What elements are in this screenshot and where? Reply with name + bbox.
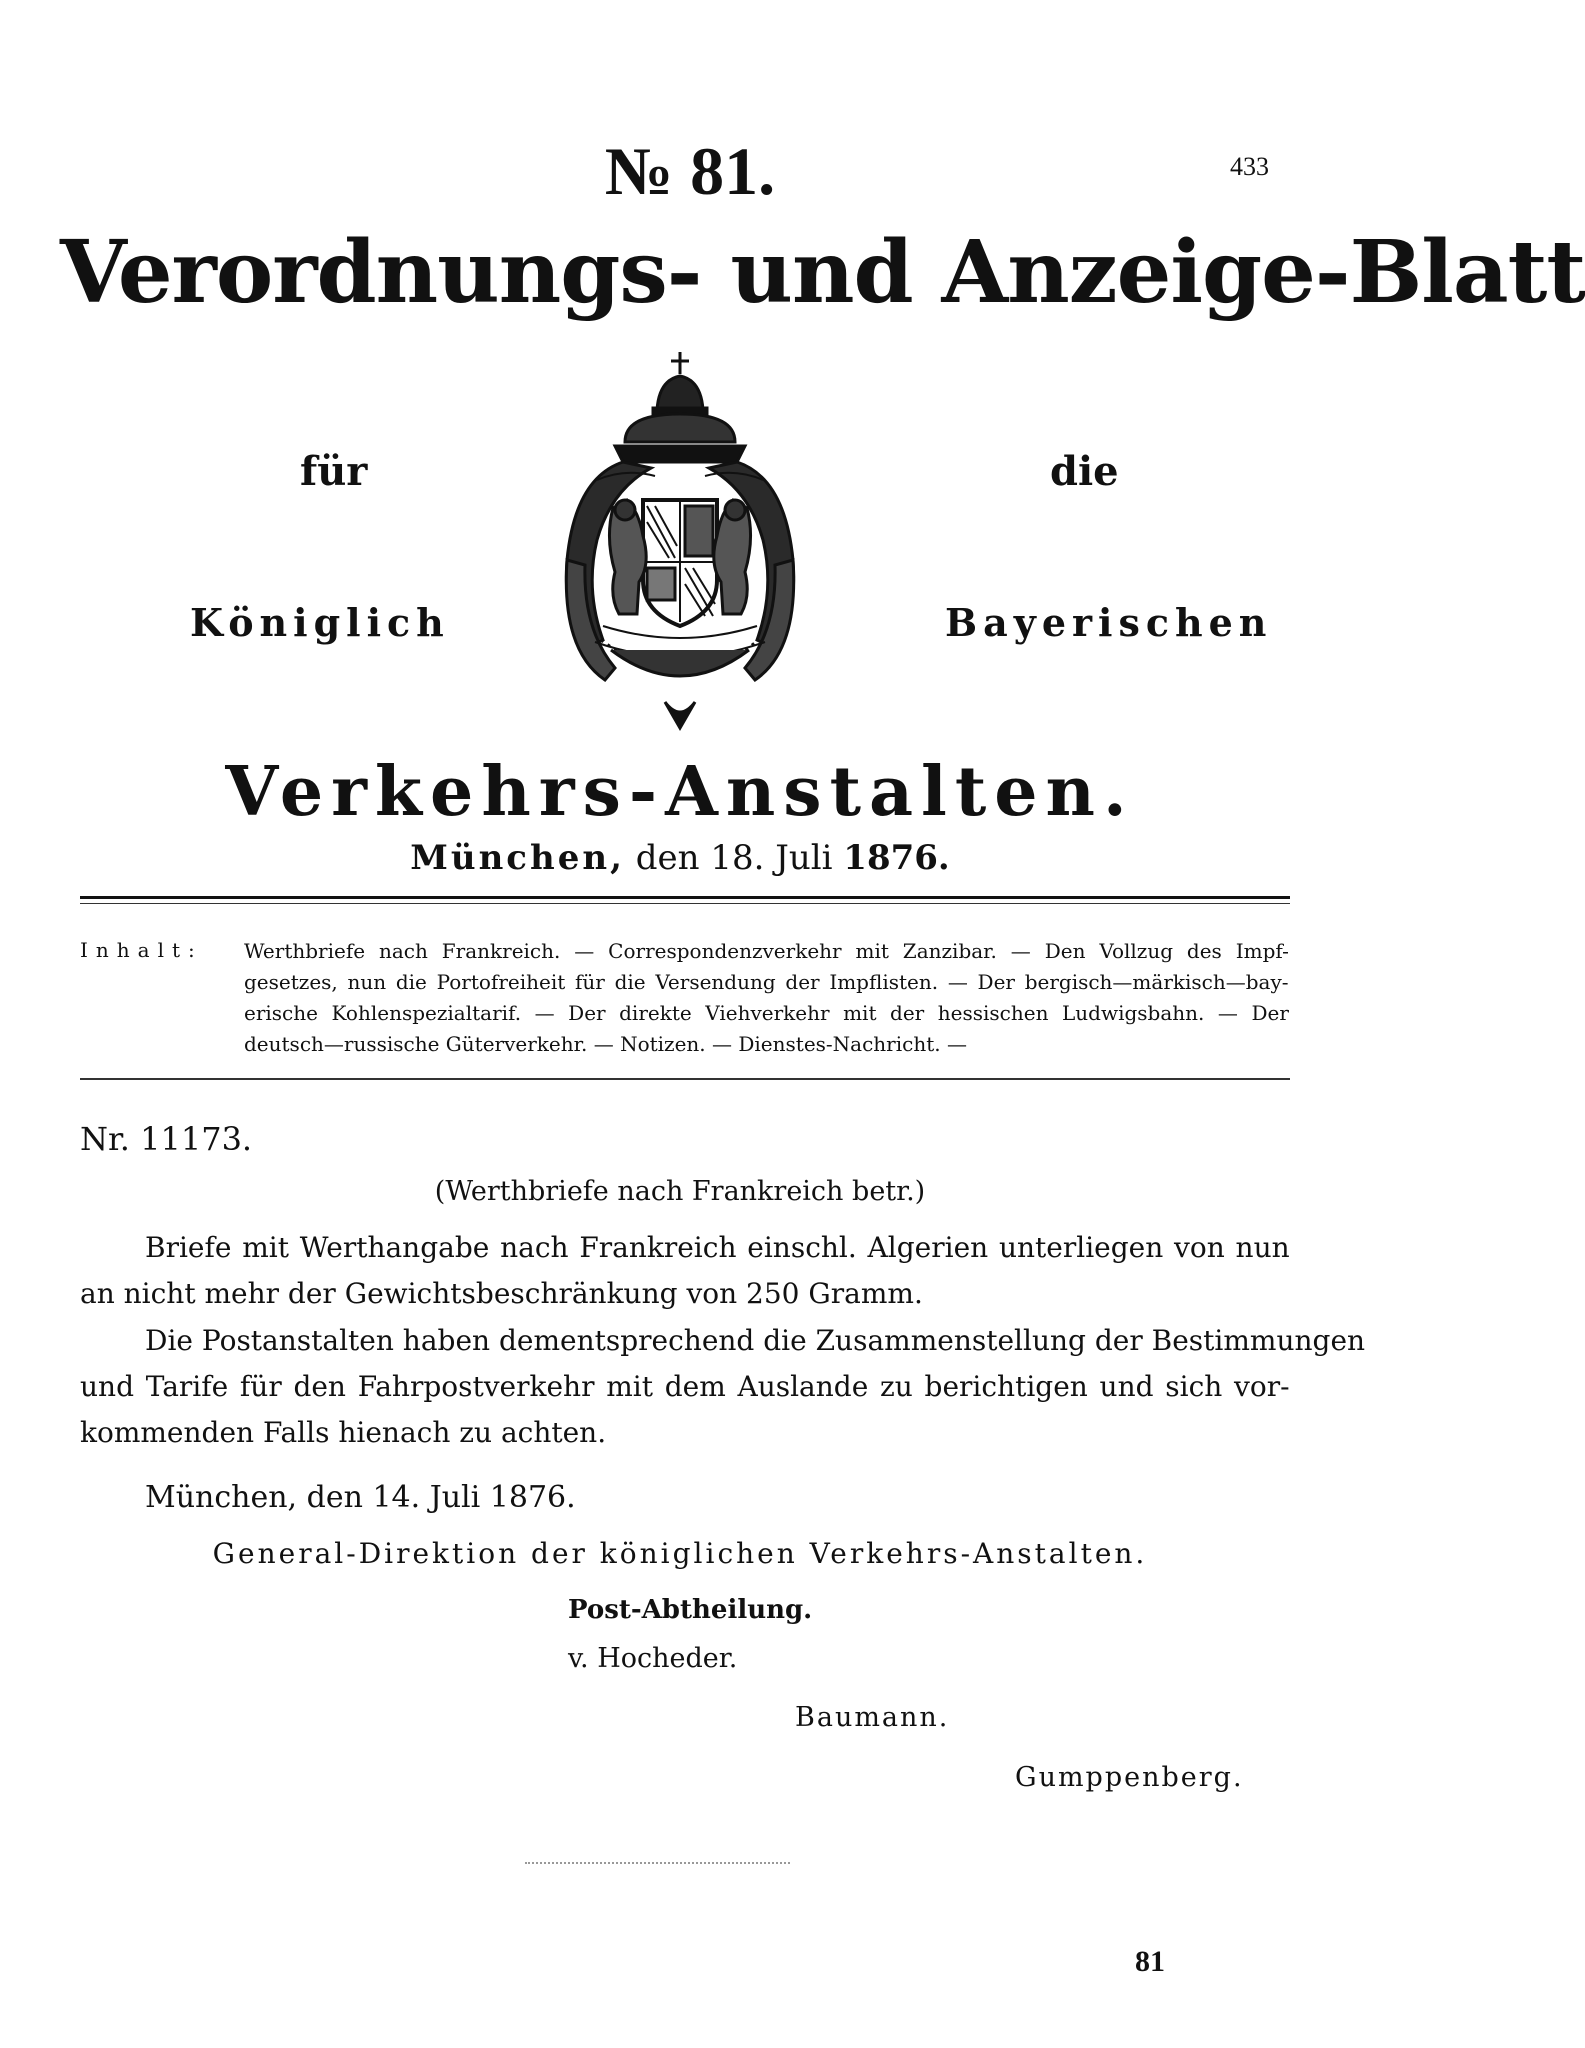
contents-label: Inhalt: [80, 938, 203, 962]
page-number: 433 [1230, 152, 1269, 181]
signature-person-hocheder: v. Hocheder. [568, 1643, 738, 1674]
print-specks-divider [525, 1862, 790, 1868]
notice-paragraph-2 [80, 1318, 1366, 1456]
notice-number: Nr. 11173. [80, 1120, 253, 1158]
contents-line: deutsch—russische Güterverkehr. — Notizen. — Dienstes-Nachricht. — [244, 1032, 967, 1056]
signature-date: München, den 14. Juli 1876. [145, 1480, 576, 1515]
paragraph-line: an nicht mehr der Gewichtsbeschränkung von 250 Gramm. [80, 1277, 923, 1310]
signature-division: Post-Abtheilung. [568, 1595, 813, 1625]
signature-authority: General-Direktion der königlichen Verkehrs-Anstalten. [212, 1537, 1148, 1570]
header-rule-bottom [80, 903, 1290, 904]
section-title: Verkehrs-Anstalten. [225, 752, 1135, 832]
signature-person-baumann: Baumann. [795, 1702, 950, 1733]
notice-paragraph-1 [80, 1225, 1290, 1317]
dateline-date: den 18. Juli [635, 838, 833, 878]
masthead-royal-word: Königlich [190, 600, 450, 645]
masthead-bavarian-word: Bayerischen [945, 600, 1273, 645]
masthead-title: Verordnungs- und Anzeige-Blatt [60, 222, 1585, 323]
masthead-for-word: für [300, 448, 368, 495]
contents-rule [80, 1078, 1290, 1080]
masthead-the-word: die [1050, 448, 1119, 495]
paragraph-line: und Tarife für den Fahrpostverkehr mit dem Auslande zu berichtigen und sich vor- [80, 1370, 1290, 1403]
contents-line: gesetzes, nun die Portofreiheit für die Versendung der Impflisten. — Der bergisch—märkisch—bay- [244, 970, 1289, 994]
paragraph-line: Die Postanstalten haben dementsprechend die Zusammenstellung der Bestimmungen [145, 1324, 1366, 1357]
notice-subject: (Werthbriefe nach Frankreich betr.) [434, 1176, 926, 1207]
dateline-city: München, [410, 838, 625, 878]
bavarian-coat-of-arms-emblem [555, 350, 805, 735]
contents-text [244, 936, 1289, 1060]
paragraph-line: kommenden Falls hienach zu achten. [80, 1416, 607, 1449]
contents-line: erische Kohlenspezialtarif. — Der direkte Viehverkehr mit der hessischen Ludwigsbahn. — Der [244, 1001, 1289, 1025]
dateline-year: 1876. [843, 838, 950, 878]
issue-dateline [100, 838, 1260, 878]
header-rule-top [80, 896, 1290, 899]
paragraph-line: Briefe mit Werthangabe nach Frankreich einschl. Algerien unterliegen von nun [145, 1231, 1290, 1264]
signature-person-gumppenberg: Gumppenberg. [1015, 1762, 1244, 1793]
sheet-number: 81 [1135, 1945, 1165, 1978]
issue-number: № 81. [604, 133, 776, 209]
contents-line: Werthbriefe nach Frankreich. — Correspondenzverkehr mit Zanzibar. — Den Vollzug des Impf- [244, 939, 1289, 963]
